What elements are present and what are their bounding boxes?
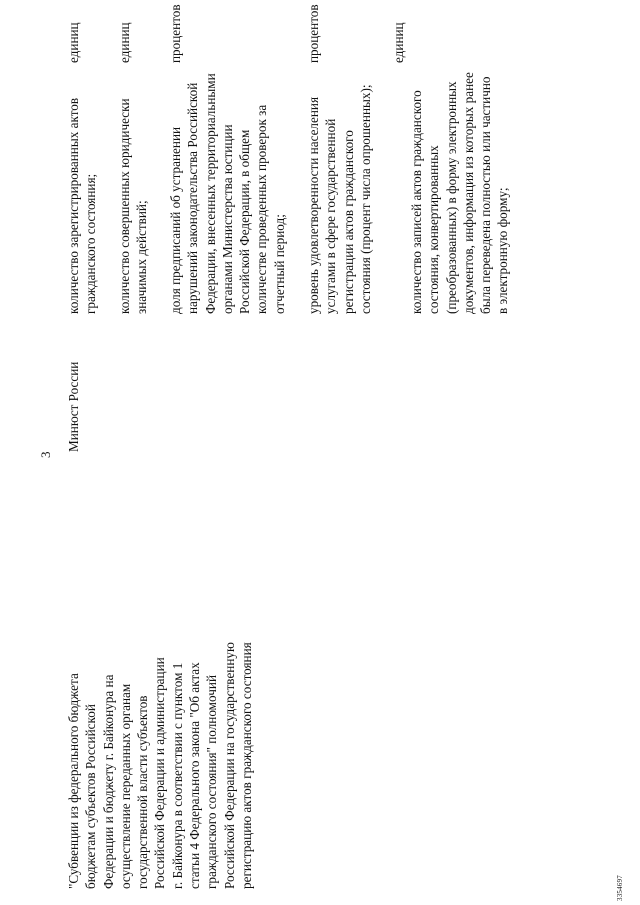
indicator-line: (преобразованных) в форму электронных <box>443 81 459 314</box>
indicator-line: количество совершенных юридически <box>117 98 132 314</box>
indicator-line: доля предписаний об устранении <box>168 126 183 314</box>
indicator-line: уровень удовлетворенности населения <box>306 96 321 314</box>
indicator-line: документов, информация из которых ранее <box>460 72 476 314</box>
indicator-line: количество записей актов гражданского <box>409 90 424 314</box>
indicator-line: состояния (процент числа опрошенных); <box>357 84 373 314</box>
indicator-line: отчетный период; <box>271 214 287 314</box>
indicator-line: Федерации, внесенных территориальными <box>202 73 218 314</box>
indicator-line: количестве проведенных проверок за <box>254 104 270 314</box>
description-line: осуществление переданных органам <box>117 683 133 889</box>
indicator-text <box>167 64 288 314</box>
description-line: регистрацию актов гражданского состояния <box>238 642 254 889</box>
indicator-line: количество зарегистрированных актов <box>66 97 81 314</box>
indicator-text <box>305 74 374 314</box>
indicator-unit: процентов <box>306 4 321 63</box>
indicator-text <box>65 64 100 314</box>
indicator-line: состояния, конвертированных <box>426 145 442 314</box>
indicator-text <box>408 64 512 314</box>
description-line: государственной власти субъектов <box>135 695 151 889</box>
description-line: г. Байконура в соответствии с пунктом 1 <box>169 662 185 889</box>
indicator-unit: процентов <box>168 4 183 63</box>
description-line: Российской Федерации на государственную <box>221 642 237 889</box>
indicator-line: органами Министерства юстиции <box>219 124 235 314</box>
indicator-unit: единиц <box>117 22 132 63</box>
responsible-agency: Минюст России <box>66 361 81 452</box>
indicator-text <box>116 64 151 314</box>
description-line: Федерации и бюджету г. Байконура на <box>100 674 116 889</box>
indicator-line: регистрации актов гражданского <box>340 130 356 314</box>
indicator-line: значимых действий; <box>134 200 150 314</box>
description-line: гражданского состояния" полномочий <box>204 674 220 889</box>
document-code: 3354697 <box>616 875 624 901</box>
description-line: Российской Федерации и администрации <box>152 657 168 889</box>
description-line: статьи 4 Федерального закона "Об актах <box>187 662 203 889</box>
description-line: "Субвенции из федерального бюджета <box>66 673 81 889</box>
indicator-unit: единиц <box>66 22 81 63</box>
indicator-line: была переведена полностью или частично <box>478 76 494 314</box>
indicator-line: услугами в сфере государственной <box>323 118 339 314</box>
subsidy-description <box>65 642 255 889</box>
description-line: бюджетам субъектов Российской <box>83 704 99 889</box>
indicator-line: нарушений законодательства Российской <box>185 82 201 314</box>
indicator-line: в электронную форму; <box>495 187 511 314</box>
indicator-line: гражданского состояния; <box>83 173 99 314</box>
indicator-line: Российской Федерации, в общем <box>237 129 253 314</box>
page-number: 3 <box>38 451 53 458</box>
indicator-unit: единиц <box>391 22 406 63</box>
